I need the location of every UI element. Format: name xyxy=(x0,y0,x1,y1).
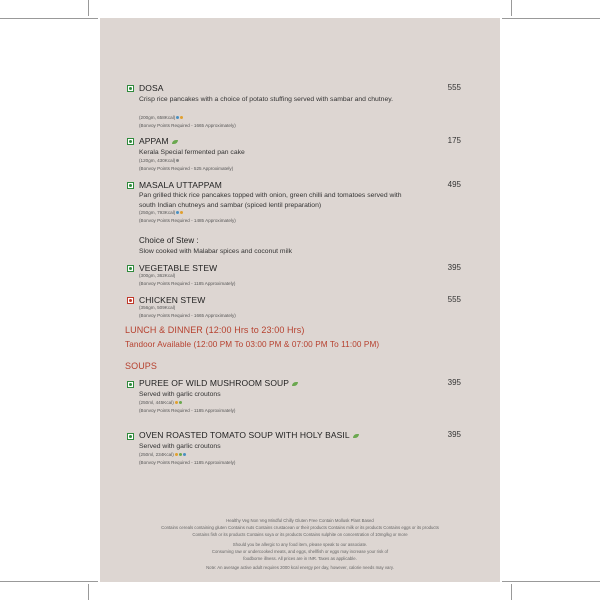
legend-allergens: Contains cereals containing gluten Contains nuts Contains crustacean or their products Contains milk or its products Contains eggs or its products xyxy=(161,525,439,530)
item-points: (Bonvoy Points Required - 525 Approximately) xyxy=(139,166,234,171)
item-name: MASALA UTTAPPAM xyxy=(139,180,222,190)
item-nutrition: (356gm, 509Kcal) xyxy=(139,305,176,310)
item-nutrition: (250gm, 793Kcal) xyxy=(139,210,183,215)
healthy-leaf-icon xyxy=(172,140,178,144)
item-description: Pan grilled thick rice pancakes topped with onion, green chilli and tomatoes served with south Indian chutneys and sambar (spiced lentil preparation) xyxy=(139,192,402,209)
section-title: LUNCH & DINNER (12:00 Hrs to 23:00 Hrs) xyxy=(125,325,305,335)
item-points: (Bonvoy Points Required - 1665 Approximately) xyxy=(139,123,236,128)
item-name: PUREE OF WILD MUSHROOM SOUP xyxy=(139,378,298,388)
item-description: Served with garlic croutons xyxy=(139,391,221,398)
veg-icon xyxy=(127,265,134,272)
item-price: 175 xyxy=(447,136,461,145)
legend-allergens-2: Contains fish or its products Contains soya or its products Contains sulphite on concentration of 10mg/kg or more xyxy=(192,532,408,537)
allergen-icon xyxy=(183,453,186,456)
allergen-icon xyxy=(179,453,182,456)
item-nutrition: (120gm, 430Kcal) xyxy=(139,158,179,163)
item-name: CHICKEN STEW xyxy=(139,295,206,305)
calorie-note: Note: An average active adult requires 2000 kcal energy per day, however, calorie needs may vary. xyxy=(206,565,394,570)
item-description: Served with garlic croutons xyxy=(139,443,221,450)
stew-description: Slow cooked with Malabar spices and coconut milk xyxy=(139,248,293,255)
allergen-icon xyxy=(176,159,179,162)
item-price: 555 xyxy=(447,83,461,92)
item-description: Kerala Special fermented pan cake xyxy=(139,149,245,156)
item-price: 395 xyxy=(447,263,461,272)
allergen-icon xyxy=(175,401,178,404)
item-points: (Bonvoy Points Required - 1665 Approximately) xyxy=(139,313,236,318)
item-points: (Bonvoy Points Required - 1185 Approximately) xyxy=(139,281,236,286)
allergen-icon xyxy=(175,453,178,456)
allergen-icon xyxy=(176,211,179,214)
item-nutrition: (200gm, 658Kcal) xyxy=(139,115,183,120)
stew-heading: Choice of Stew : xyxy=(139,236,199,245)
item-price: 395 xyxy=(447,430,461,439)
veg-icon xyxy=(127,182,134,189)
menu-page xyxy=(100,18,500,582)
item-points: (Bonvoy Points Required - 1185 Approximately) xyxy=(139,408,236,413)
item-price: 495 xyxy=(447,180,461,189)
item-description: Crisp rice pancakes with a choice of potato stuffing served with sambar and chutney. xyxy=(139,96,394,103)
item-price: 555 xyxy=(447,295,461,304)
veg-icon xyxy=(127,433,134,440)
item-price: 395 xyxy=(447,378,461,387)
veg-icon xyxy=(127,138,134,145)
soups-heading: SOUPS xyxy=(125,361,158,371)
allergen-icon xyxy=(176,116,179,119)
item-points: (Bonvoy Points Required - 1185 Approximately) xyxy=(139,460,236,465)
non-veg-icon xyxy=(127,297,134,304)
prices-notice: foodborne illness. All prices are in INR. Taxes as applicable. xyxy=(243,556,357,561)
allergen-icon xyxy=(180,116,183,119)
legend-dietary: Healthy Veg Non Veg Mindful Chilly Gluten Free Contain Mollusk Plant Based xyxy=(226,518,374,523)
allergen-icon xyxy=(180,211,183,214)
tandoor-availability: Tandoor Available (12:00 PM To 03:00 PM & 07:00 PM To 11:00 PM) xyxy=(125,340,380,349)
food-safety-notice: Consuming raw or undercooked meats, and eggs, shellfish or eggs may increase your risk of xyxy=(211,549,389,554)
item-nutrition: (250ml, 234Kcal) xyxy=(139,452,186,457)
item-nutrition: (300gm, 362Kcal) xyxy=(139,273,176,278)
allergen-icon xyxy=(179,401,182,404)
veg-icon xyxy=(127,85,134,92)
item-nutrition: (250ml, 445Kcal) xyxy=(139,400,182,405)
healthy-leaf-icon xyxy=(353,434,359,438)
veg-icon xyxy=(127,381,134,388)
item-name: DOSA xyxy=(139,83,164,93)
healthy-leaf-icon xyxy=(292,382,298,386)
item-name: APPAM xyxy=(139,136,178,146)
allergy-notice: Should you be allergic to any food item, please speak to our associate. xyxy=(232,542,368,547)
item-points: (Bonvoy Points Required - 1485 Approximately) xyxy=(139,218,236,223)
item-name: VEGETABLE STEW xyxy=(139,263,218,273)
item-name: OVEN ROASTED TOMATO SOUP WITH HOLY BASIL xyxy=(139,430,359,440)
